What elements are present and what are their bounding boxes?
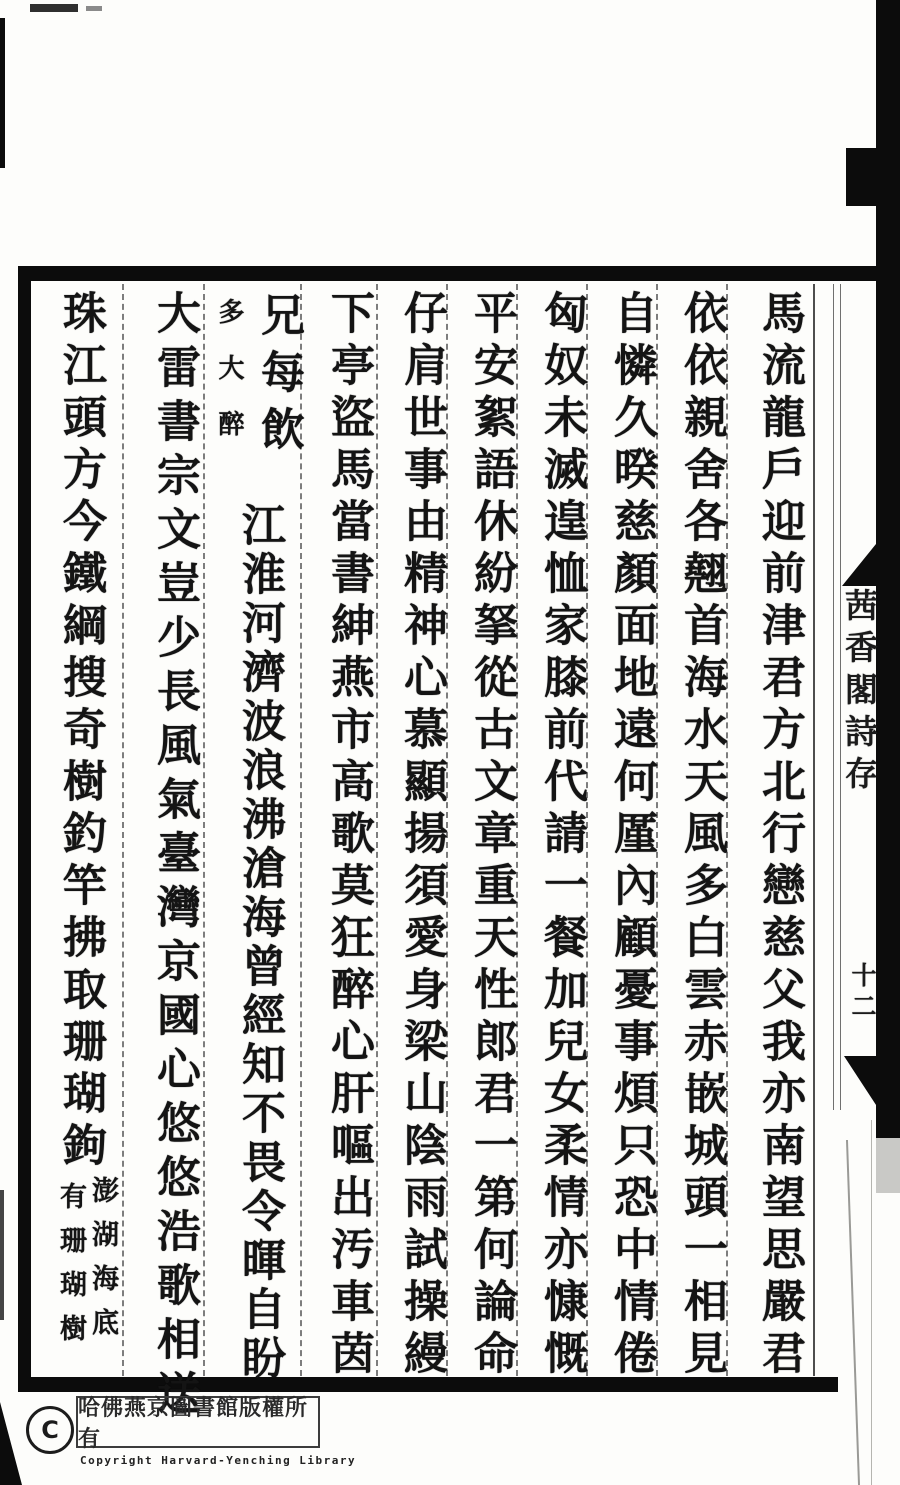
library-stamp-english: Copyright Harvard-Yenching Library (80, 1454, 357, 1467)
scan-speck (30, 4, 78, 12)
text-column-1: 馬流龍戶迎前津君方北行戀慈父我亦南望思嚴君 (754, 290, 805, 1382)
left-edge-shadow-2 (0, 1190, 4, 1320)
text-column-10: 珠江頭方今鐵綱搜奇樹釣竿拂取珊瑚鉤 (55, 290, 106, 1174)
text-column-10-note: 澎湖海底 (87, 1176, 118, 1352)
fishtail-ornament-bottom (844, 1056, 878, 1108)
copyright-c: C (41, 1416, 59, 1444)
page-fold-line (846, 1140, 860, 1485)
frame-border-left (18, 266, 31, 1390)
text-column-5: 平安絮語休紛拏從古文章重天性郎君一第何論命 (466, 290, 517, 1382)
text-column-9: 大雷書宗文豈少長風氣臺灣京國心悠悠浩歌相送 (149, 290, 200, 1424)
corner-fold-shadow (0, 1402, 22, 1485)
library-stamp-box (76, 1396, 320, 1452)
scan-edge-fade (876, 1138, 900, 1193)
text-column-2: 依依親舍各翹首海水天風多白雲赤嵌城頭一相見 (676, 290, 727, 1382)
banxin-book-title: 茜香閣詩存 (840, 588, 879, 798)
banxin-page-number: 十二 (848, 962, 877, 1024)
frame-border-top (18, 266, 878, 281)
text-column-8: 江淮河濟波浪沸滄海曾經知不畏令暉自盼 (234, 502, 285, 1384)
text-column-3: 自憐久暌慈顏面地遠何厪內顧憂事煩只恐中情倦 (606, 290, 657, 1382)
copyright-symbol (26, 1406, 74, 1454)
fishtail-ornament-top (842, 544, 876, 586)
text-column-4: 匈奴未滅遑恤家膝前代請一餐加兒女柔情亦慷慨 (536, 290, 587, 1382)
text-column-6: 仔肩世事由精神心慕顯揚須愛身梁山陰雨試操縵 (396, 290, 447, 1382)
column-rule (122, 284, 124, 1376)
text-column-8-note: 多大醉 (214, 298, 244, 466)
text-column-8: 兄每飲 (253, 292, 304, 463)
inner-right-rule (813, 284, 815, 1376)
left-edge-shadow (0, 18, 5, 168)
text-column-7: 下亭盜馬當書紳燕市高歌莫狂醉心肝嘔出汚車茵 (323, 290, 374, 1382)
scan-speck (86, 6, 102, 11)
text-column-10-note: 有珊瑚樹 (55, 1182, 86, 1358)
scan-ink-blob (846, 148, 878, 206)
library-stamp-chinese: 哈佛燕京圖書館版權所有 (78, 1396, 309, 1452)
banxin-left-rule (833, 284, 834, 1110)
page-fold-line (871, 1120, 872, 1485)
